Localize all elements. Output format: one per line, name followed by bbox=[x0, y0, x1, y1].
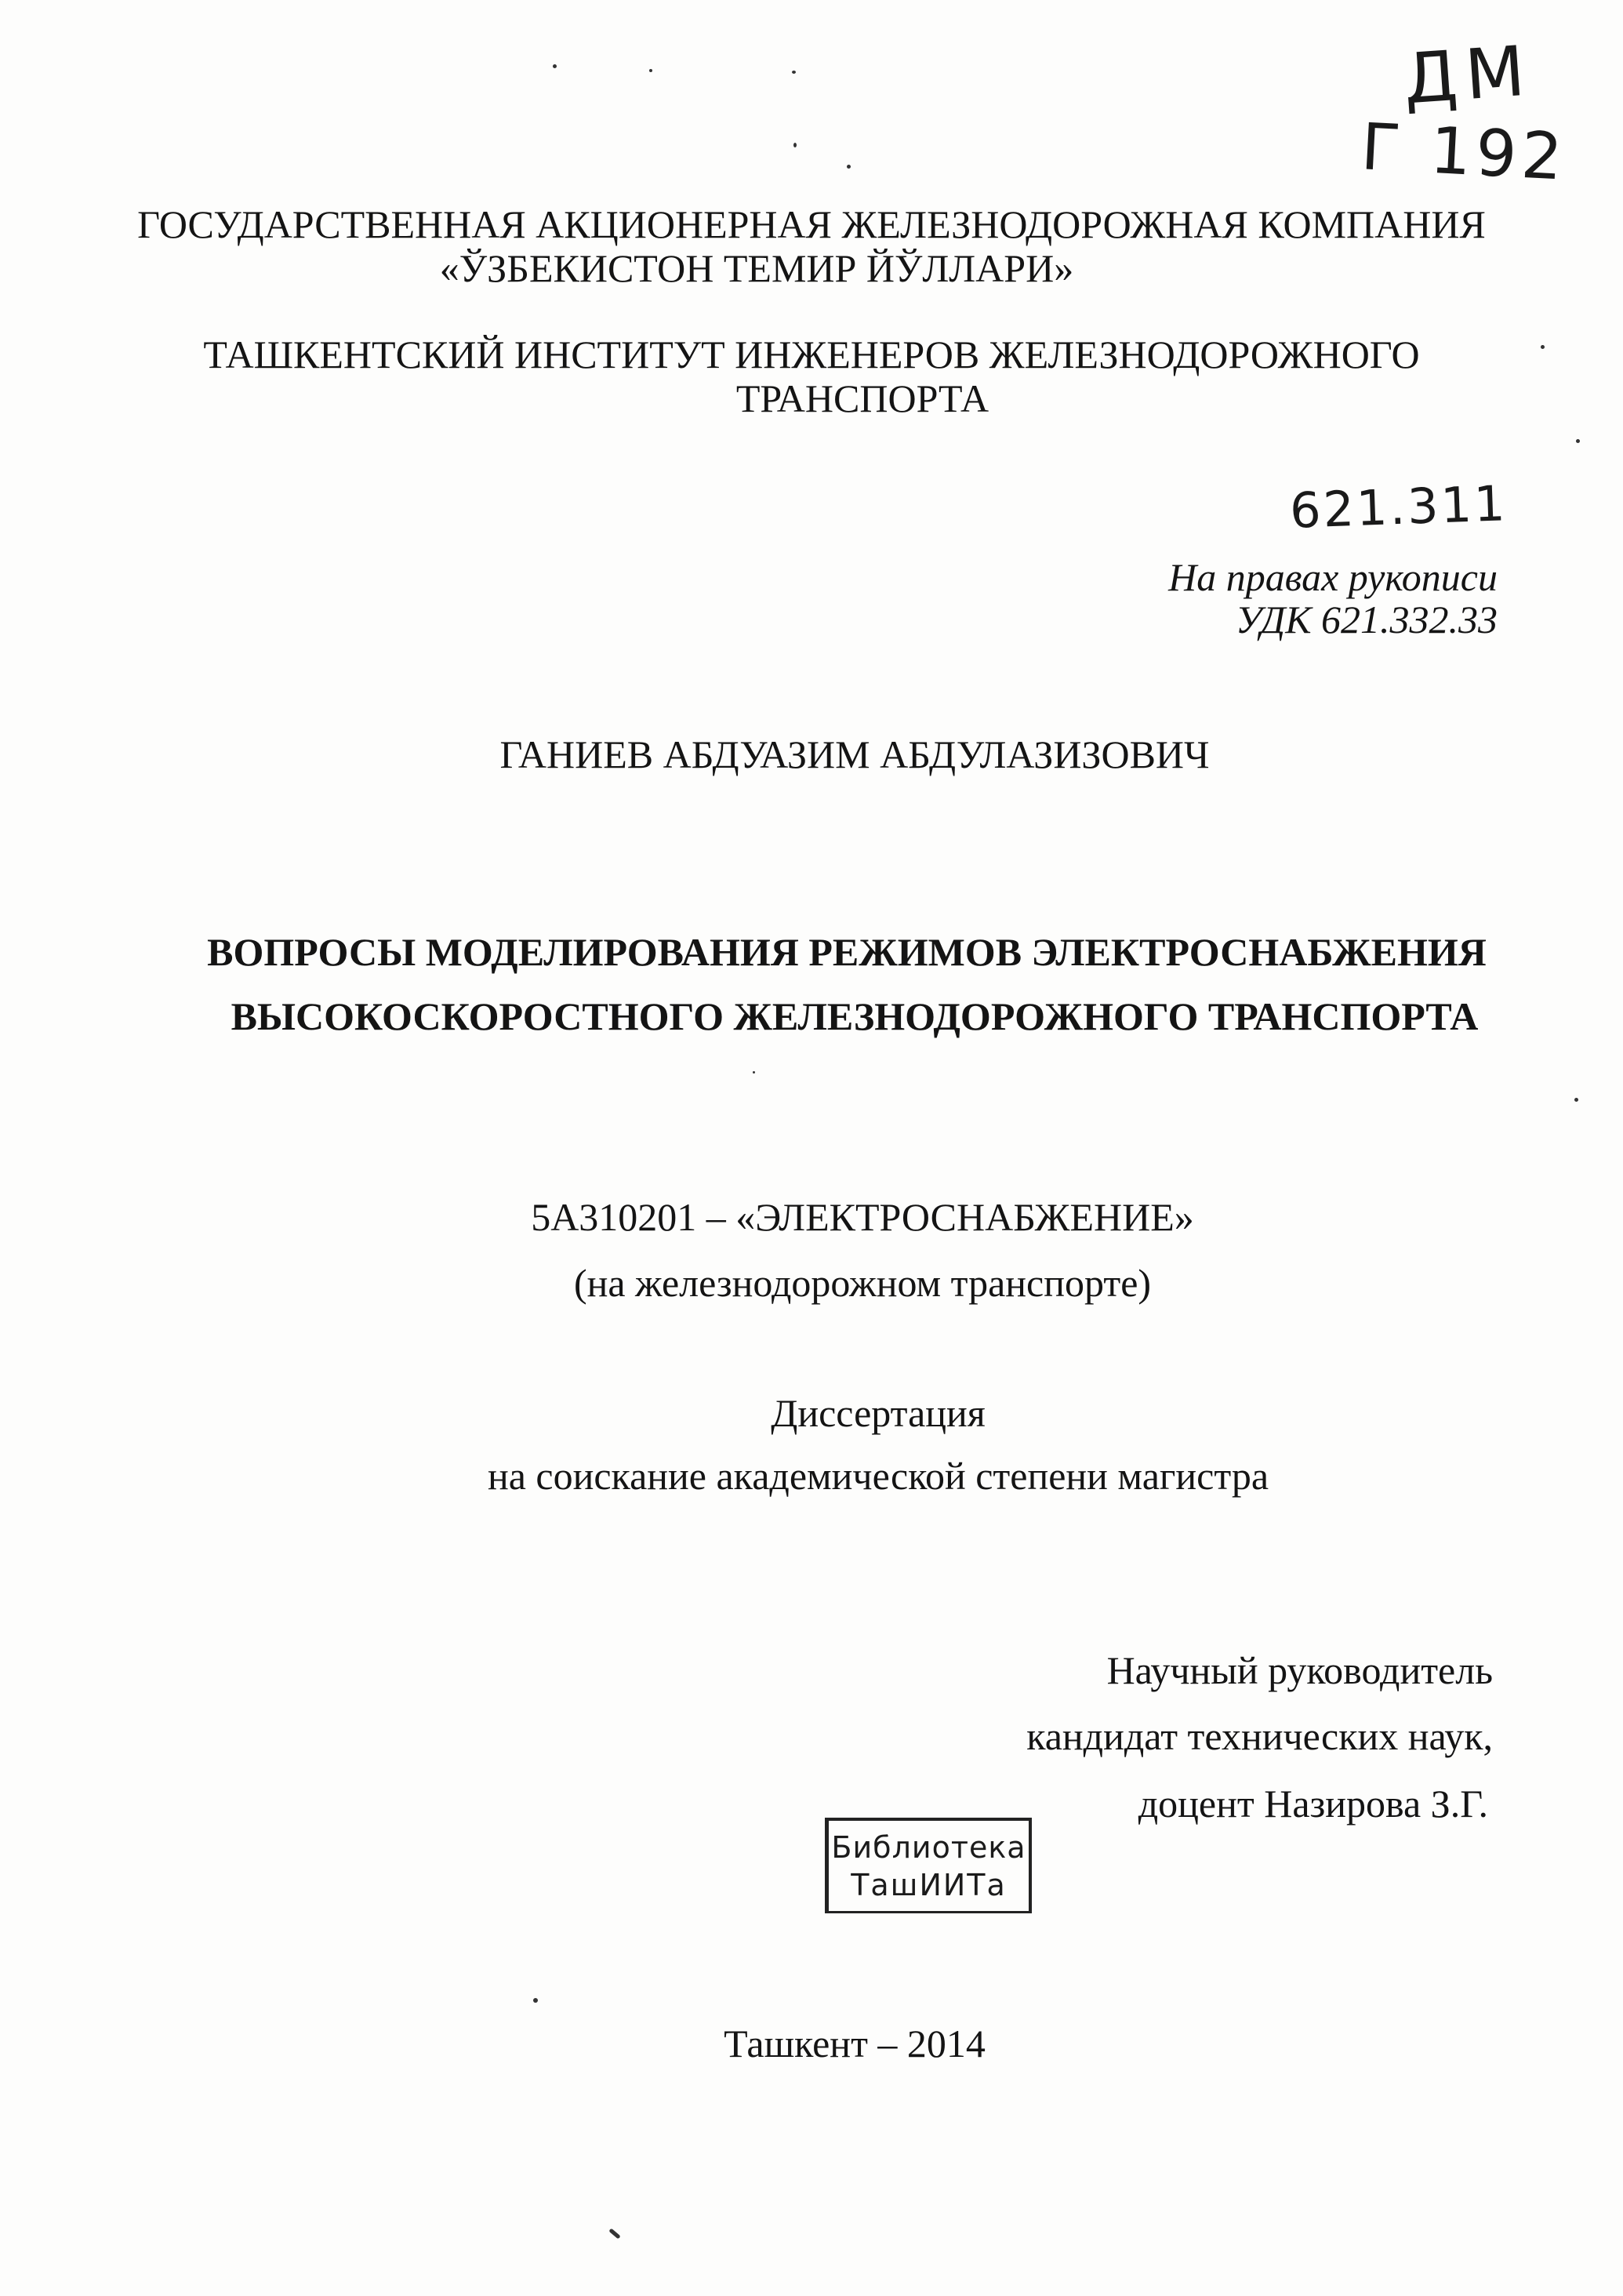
scan-speck bbox=[1541, 345, 1545, 349]
scan-speck bbox=[847, 165, 851, 169]
scan-speck bbox=[753, 1071, 755, 1074]
scan-speck bbox=[793, 143, 797, 147]
degree-type: Диссертация bbox=[771, 1391, 986, 1435]
scan-speck bbox=[608, 2228, 620, 2239]
scan-speck bbox=[649, 69, 652, 72]
handwritten-mark-code: Г 192 bbox=[1359, 110, 1569, 195]
manuscript-rights-note: На правах рукописи bbox=[1168, 555, 1498, 599]
supervisor-role: Научный руководитель bbox=[1106, 1648, 1493, 1692]
city-and-year: Ташкент – 2014 bbox=[724, 2022, 986, 2065]
handwritten-mark-dm: ДМ bbox=[1400, 30, 1536, 120]
company-name-line1: ГОСУДАРСТВЕННАЯ АКЦИОНЕРНАЯ ЖЕЛЕЗНОДОРОЖНАЯ КОМПАНИЯ bbox=[137, 202, 1486, 246]
specialty-code: 5А310201 – «ЭЛЕКТРОСНАБЖЕНИЕ» bbox=[531, 1195, 1194, 1239]
scan-speck bbox=[792, 71, 796, 74]
supervisor-degree: кандидат технических наук, bbox=[1026, 1714, 1493, 1758]
degree-description: на соискание академической степени магистра bbox=[487, 1454, 1269, 1498]
author-name: ГАНИЕВ АБДУАЗИМ АБДУЛАЗИЗОВИЧ bbox=[499, 732, 1210, 776]
institute-name-line2: ТРАНСПОРТА bbox=[735, 376, 989, 420]
scan-speck bbox=[553, 64, 557, 68]
dissertation-title-line2: ВЫСОКОСКОРОСТНОГО ЖЕЛЕЗНОДОРОЖНОГО ТРАНСПОРТА bbox=[231, 994, 1479, 1038]
scan-speck bbox=[533, 1998, 538, 2003]
scan-speck bbox=[1576, 439, 1580, 443]
library-stamp-line2: ТашИИТа bbox=[851, 1868, 1007, 1902]
udc-number: УДК 621.332.33 bbox=[1235, 598, 1498, 641]
specialty-note: (на железнодорожном транспорте) bbox=[573, 1261, 1152, 1305]
handwritten-udc-note: 621.311 bbox=[1288, 474, 1509, 539]
supervisor-name: доцент Назирова З.Г. bbox=[1138, 1782, 1488, 1826]
institute-name-line1: ТАШКЕНТСКИЙ ИНСТИТУТ ИНЖЕНЕРОВ ЖЕЛЕЗНОДОРОЖНОГО bbox=[203, 332, 1420, 376]
scan-speck bbox=[1574, 1098, 1578, 1102]
dissertation-title-line1: ВОПРОСЫ МОДЕЛИРОВАНИЯ РЕЖИМОВ ЭЛЕКТРОСНАБЖЕНИЯ bbox=[207, 930, 1487, 974]
company-name-line2: «ЎЗБЕКИСТОН ТЕМИР ЙЎЛЛАРИ» bbox=[439, 246, 1074, 290]
library-stamp bbox=[825, 1818, 1032, 1913]
library-stamp-line1: Библиотека bbox=[831, 1830, 1026, 1865]
